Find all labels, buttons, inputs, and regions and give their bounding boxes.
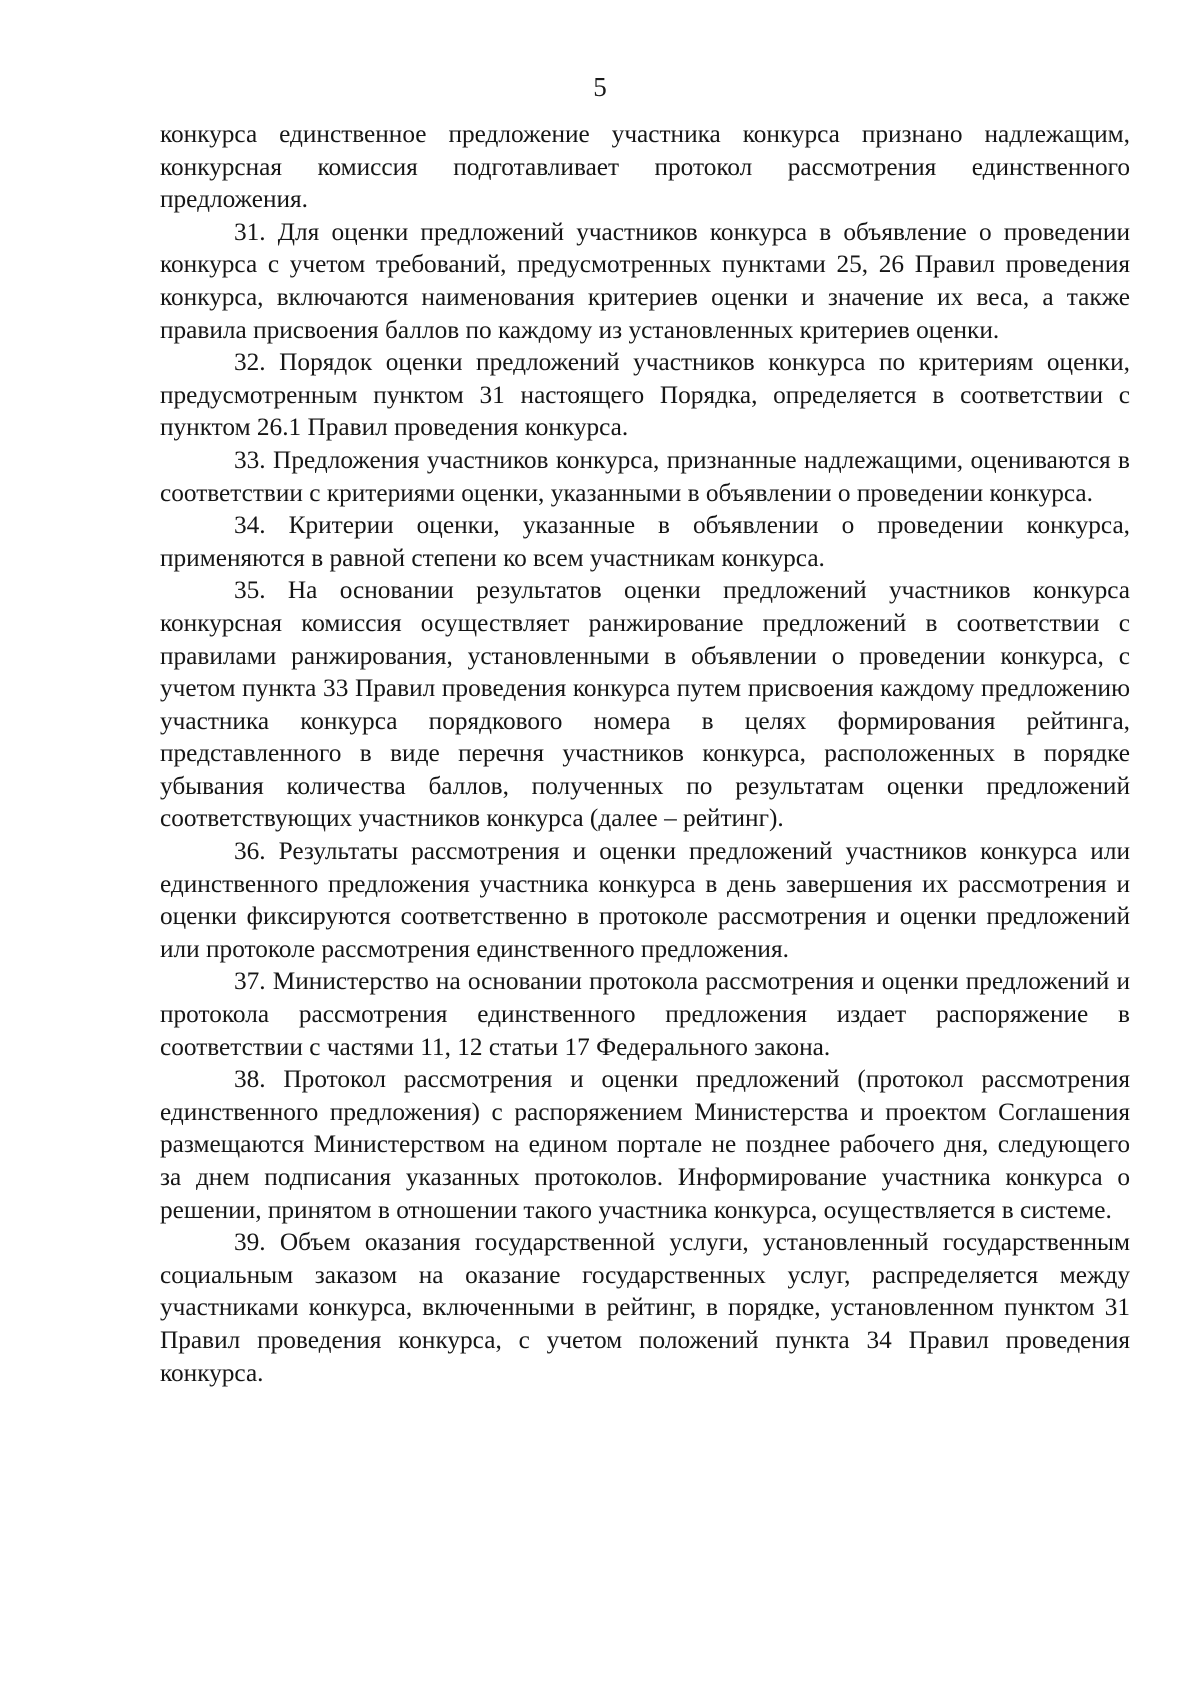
paragraph-39: 39. Объем оказания государственной услуги, установленный государственным социальным заказом на оказание государственных услуг, распределяется между участниками конкурса, включенными в рейтинг, в порядке, установленном пунктом 31 Правил проведения конкурса, с учетом положений пункта 34 Правил проведения конкурса. [160,1228,1130,1387]
page-number: 5 [593,72,607,102]
paragraph-38: 38. Протокол рассмотрения и оценки предложений (протокол рассмотрения единственного предложения) с распоряжением Министерства и проектом Соглашения размещаются Министерством на едином портале не позднее рабочего дня, следующего за днем подписания указанных протоколов. Информирование участника конкурса о решении, принятом в отношении такого участника конкурса, осуществляется в системе. [160,1065,1130,1224]
paragraph-37: 37. Министерство на основании протокола рассмотрения и оценки предложений и протокола рассмотрения единственного предложения издает распоряжение в соответствии с частями 11, 12 статьи 17 Федерального закона. [160,967,1130,1061]
paragraph-continuation: конкурса единственное предложение участника конкурса признано надлежащим, конкурсная комиссия подготавливает протокол рассмотрения единственного предложения. [160,120,1130,214]
paragraph-32: 32. Порядок оценки предложений участников конкурса по критериям оценки, предусмотренным пунктом 31 настоящего Порядка, определяется в соответствии с пунктом 26.1 Правил проведения конкурса. [160,348,1130,442]
paragraph-35: 35. На основании результатов оценки предложений участников конкурса конкурсная комиссия осуществляет ранжирование предложений в соответствии с правилами ранжирования, установленными в объявлении о проведении конкурса, с учетом пункта 33 Правил проведения конкурса путем присвоения каждому предложению участника конкурса порядкового номера в целях формирования рейтинга, представленного в виде перечня участников конкурса, расположенных в порядке убывания количества баллов, полученных по результатам оценки предложений соответствующих участников конкурса (далее – рейтинг). [160,576,1130,833]
paragraph-33: 33. Предложения участников конкурса, признанные надлежащими, оцениваются в соответствии с критериями оценки, указанными в объявлении о проведении конкурса. [160,445,1130,507]
paragraph-36: 36. Результаты рассмотрения и оценки предложений участников конкурса или единственного предложения участника конкурса в день завершения их рассмотрения и оценки фиксируются соответственно в протоколе рассмотрения и оценки предложений или протоколе рассмотрения единственного предложения. [160,837,1130,963]
paragraph-31: 31. Для оценки предложений участников конкурса в объявление о проведении конкурса с учетом требований, предусмотренных пунктами 25, 26 Правил проведения конкурса, включаются наименования критериев оценки и значение их веса, а также правила присвоения баллов по каждому из установленных критериев оценки. [160,217,1130,344]
document-body [160,118,1130,1389]
paragraph-34: 34. Критерии оценки, указанные в объявлении о проведении конкурса, применяются в равной степени ко всем участникам конкурса. [160,511,1130,572]
